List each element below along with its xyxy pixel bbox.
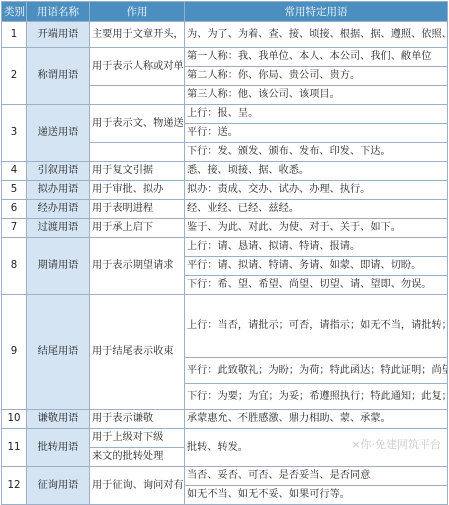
row-number: 10 <box>2 410 27 429</box>
terms-subrow: 平行：此致敬礼；为盼；为荷；特此函达；特此证明；尚 <box>185 358 448 384</box>
function-cell: 用于承上启下 <box>90 219 185 238</box>
header-row <box>2 2 448 22</box>
row-number: 4 <box>2 162 27 181</box>
term-name: 结尾用语 <box>27 295 90 410</box>
function-cell: 用于表示人称或对单 <box>90 48 185 86</box>
term-name: 开端用语 <box>27 22 90 48</box>
term-name: 递送用语 <box>27 105 90 162</box>
terms-subrow: 上行：当否，请批示；可否，请指示；如无不当，请批转 <box>185 295 448 358</box>
watermark: ×你·免建网筑平台 <box>351 436 441 452</box>
term-name: 谦敬用语 <box>27 410 90 429</box>
header-term-name: 用语名称 <box>27 2 90 22</box>
function-cell: 用于表示谦敬 <box>90 410 185 429</box>
row-number: 12 <box>2 467 27 505</box>
row-number: 5 <box>2 181 27 200</box>
table-row <box>2 181 448 200</box>
row-number: 7 <box>2 219 27 238</box>
terms-cell: 批转、转发。 <box>185 429 448 467</box>
function-cell: 用于表明进程 <box>90 200 185 219</box>
table-row <box>2 162 448 181</box>
table-row <box>2 105 448 124</box>
terms-subrow: 第三人称：他、该公司、该项目。 <box>185 86 448 105</box>
row-number: 11 <box>2 429 27 467</box>
terms-subrow: 如无不当、如无不妥、如果可行等。 <box>185 486 448 505</box>
terms-cell: 悉、接、顷接、据、收悉。 <box>185 162 448 181</box>
terms-cell: 拟办：责成、交办、试办、办理、执行。 <box>185 181 448 200</box>
term-name: 拟办用语 <box>27 181 90 200</box>
table-row <box>2 467 448 486</box>
row-number: 8 <box>2 238 27 295</box>
table-row <box>2 219 448 238</box>
table-row <box>2 410 448 429</box>
function-blank-cell <box>90 86 185 105</box>
function-cell: 用于征询、询问对有 <box>90 467 185 505</box>
function-cell: 用于复文引据 <box>90 162 185 181</box>
header-function: 作用 <box>90 2 185 22</box>
term-name: 过渡用语 <box>27 219 90 238</box>
header-common-terms: 常用特定用语 <box>185 2 448 22</box>
term-name: 经办用语 <box>27 200 90 219</box>
function-subrow: 来文的批转处理 <box>90 448 185 467</box>
terms-subrow: 下行：发、颁发、颁布、发布、印发、下达。 <box>185 143 448 162</box>
terms-subrow: 上行：报、呈。 <box>185 105 448 124</box>
term-name: 称谓用语 <box>27 48 90 105</box>
terms-cell: 承蒙惠允、不胜感激、鼎力相助、蒙、承蒙。 <box>185 410 448 429</box>
function-cell: 用于表示文、物递送 <box>90 105 185 143</box>
function-blank-cell <box>90 143 185 162</box>
table-row <box>2 295 448 358</box>
term-name: 期请用语 <box>27 238 90 295</box>
terms-subrow: 第一人称：我、我单位、本人、本公司、我们、敝单位 <box>185 48 448 67</box>
function-cell: 用于审批、拟办 <box>90 181 185 200</box>
row-number: 9 <box>2 295 27 410</box>
terms-subrow: 下行：为要；为宜；为妥；希遵照执行；特此通知；此复 <box>185 384 448 410</box>
header-category: 类别 <box>2 2 27 22</box>
terms-cell: 鉴于、为此、对此、为使、对于、关于、如下。 <box>185 219 448 238</box>
table-row <box>2 22 448 48</box>
function-cell: 用于表示期望请求 <box>90 238 185 295</box>
table-row <box>2 200 448 219</box>
term-name: 引叙用语 <box>27 162 90 181</box>
function-cell: 主要用于文章开头， <box>90 22 185 48</box>
row-number: 1 <box>2 22 27 48</box>
function-cell: 用于结尾表示收束 <box>90 295 185 410</box>
terms-subrow: 下行：希、望、希望、尚望、切望、请、望即、勿误。 <box>185 276 448 295</box>
terms-subrow: 上行：请、恳请、拟请、特请、报请。 <box>185 238 448 257</box>
table-row <box>2 238 448 257</box>
terms-subrow: 平行：请、拟请、特请、务请、如蒙、即请、切盼。 <box>185 257 448 276</box>
table-row <box>2 48 448 67</box>
row-number: 3 <box>2 105 27 162</box>
row-number: 6 <box>2 200 27 219</box>
term-name: 批转用语 <box>27 429 90 467</box>
terms-cell: 为、为了、为着、查、接、顷接、根据、据、遵照、依照 <box>185 22 448 48</box>
function-subrow: 用于上级对下级 <box>90 429 185 448</box>
terms-subrow: 平行：送。 <box>185 124 448 143</box>
formal-terms-table <box>1 1 448 505</box>
row-number: 2 <box>2 48 27 105</box>
term-name: 征询用语 <box>27 467 90 505</box>
terms-subrow: 当否、妥否、可否、是否妥当、是否同意 <box>185 467 448 486</box>
terms-subrow: 第二人称：你、你局、贵公司、贵方。 <box>185 67 448 86</box>
terms-cell: 经、业经、已经、兹经。 <box>185 200 448 219</box>
